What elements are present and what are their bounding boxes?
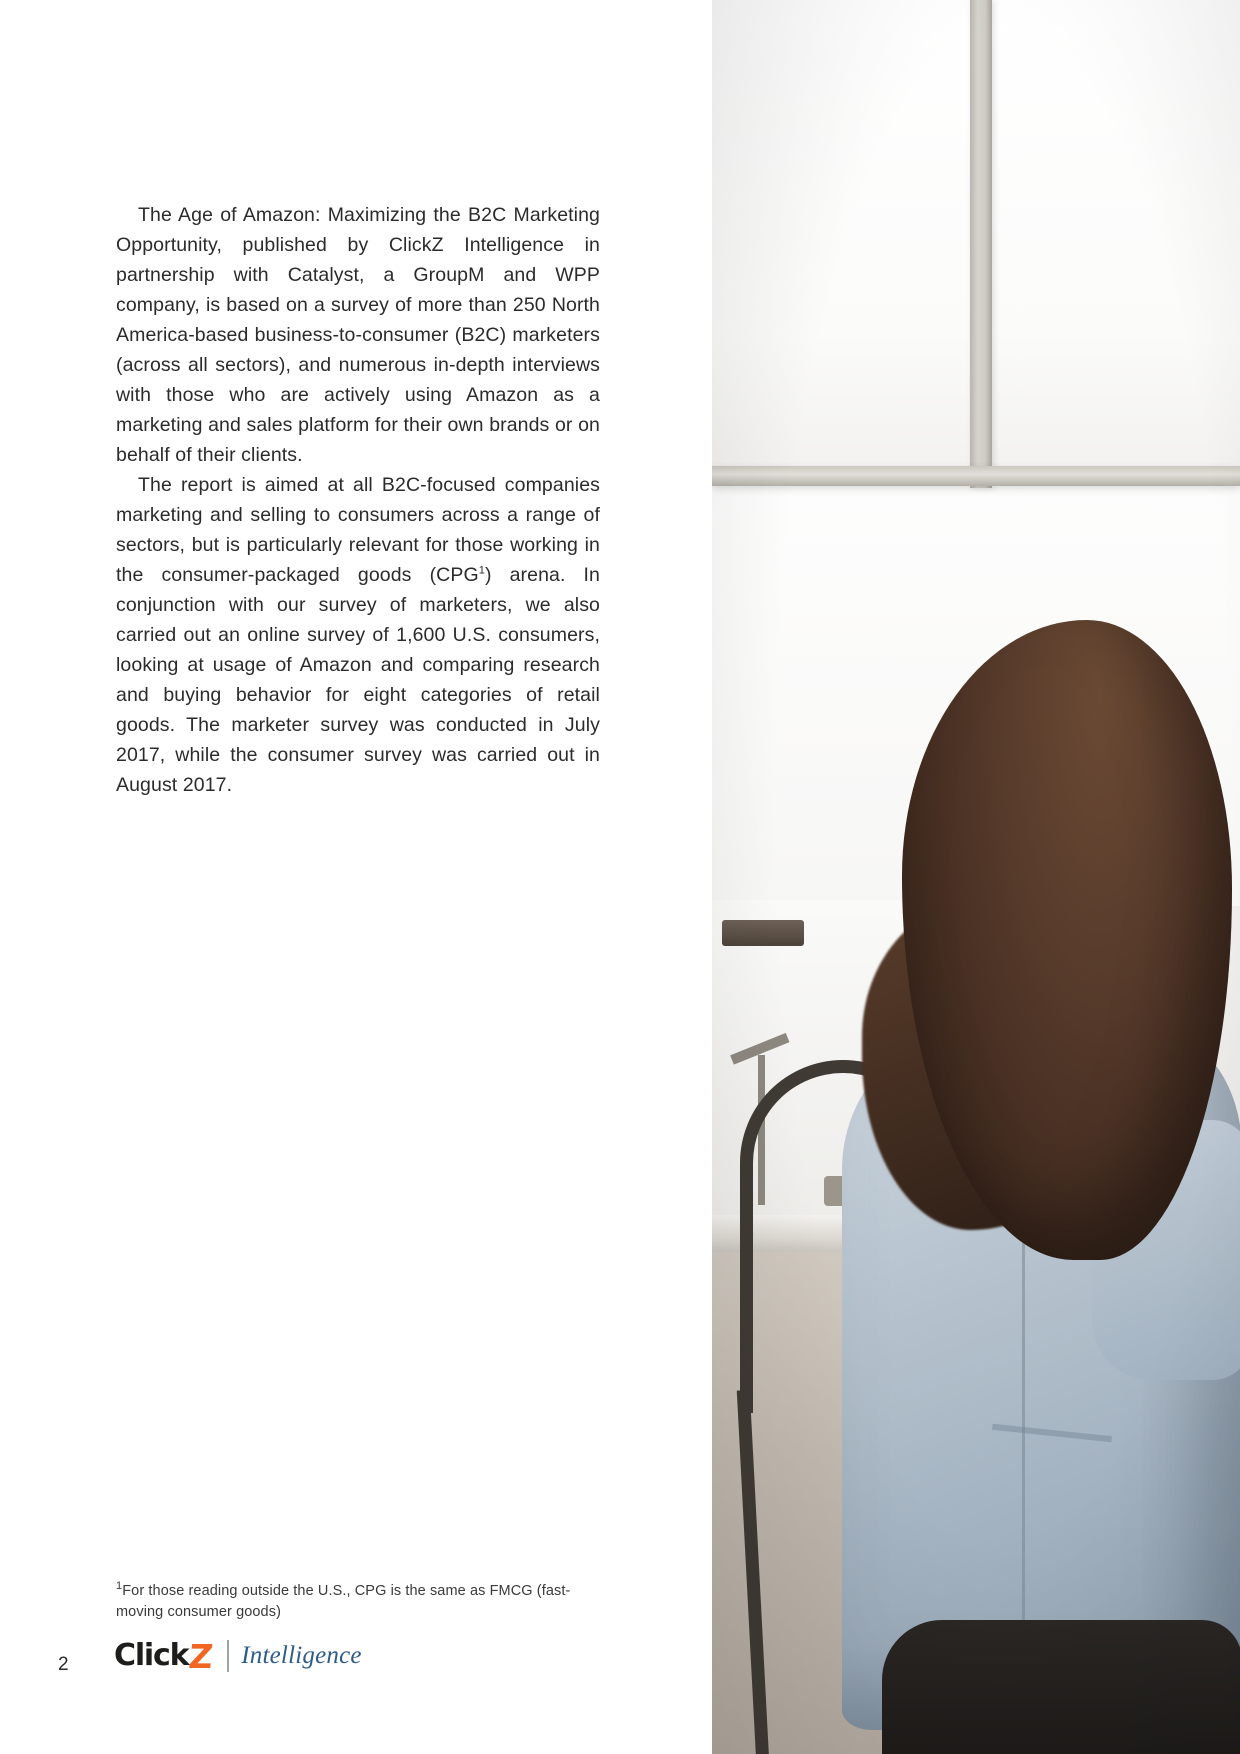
page-photograph (712, 0, 1240, 1754)
photo-jacket-pocket (992, 1424, 1112, 1443)
photo-window-mullion-vertical (970, 0, 992, 488)
body-paragraph-2-part-1: The report is aimed at all B2C-focused companies marketing and selling to consumers across a range of sectors, but is particularly relevant for those working in the consumer-packaged goods (CPG (116, 474, 600, 586)
logo-word-click: Click (114, 1638, 189, 1673)
logo-divider (227, 1640, 229, 1672)
footnote-text: For those reading outside the U.S., CPG is the same as FMCG (fast-moving consumer goods) (116, 1583, 571, 1620)
body-text-column (116, 200, 600, 800)
body-paragraph-1: The Age of Amazon: Maximizing the B2C Marketing Opportunity, published by ClickZ Intelligence in partnership with Catalyst, a GroupM and WPP company, is based on a survey of more than 250 North America-based business-to-consumer (B2C) marketers (across all sectors), and numerous in-depth interviews with those who are actively using Amazon as a marketing and sales platform for their own brands or on behalf of their clients. (116, 204, 600, 466)
page-number: 2 (58, 1654, 69, 1675)
logo-word-z: Z (187, 1636, 216, 1676)
body-paragraph-2-part-2: ) arena. In conjunction with our survey of marketers, we also carried out an online survey of 1,600 U.S. consumers, looking at usage of Amazon and comparing research and buying behavior for eight categories of retail goods. The marketer survey was conducted in July 2017, while the consumer survey was carried out in August 2017. (116, 564, 601, 796)
photo-window-mullion-horizontal (712, 466, 1240, 486)
body-paragraph-2 (116, 470, 600, 800)
photo-person-skirt (882, 1620, 1240, 1754)
clickz-intelligence-logo (114, 1637, 362, 1675)
photo-person (712, 600, 1240, 1754)
footnote-marker: 1 (116, 1580, 123, 1593)
footnote-superscript-marker: 1 (478, 564, 485, 577)
footnote (116, 1581, 616, 1623)
photo-jacket-seam (1022, 1210, 1025, 1630)
logo-word-intelligence: Intelligence (241, 1642, 362, 1669)
